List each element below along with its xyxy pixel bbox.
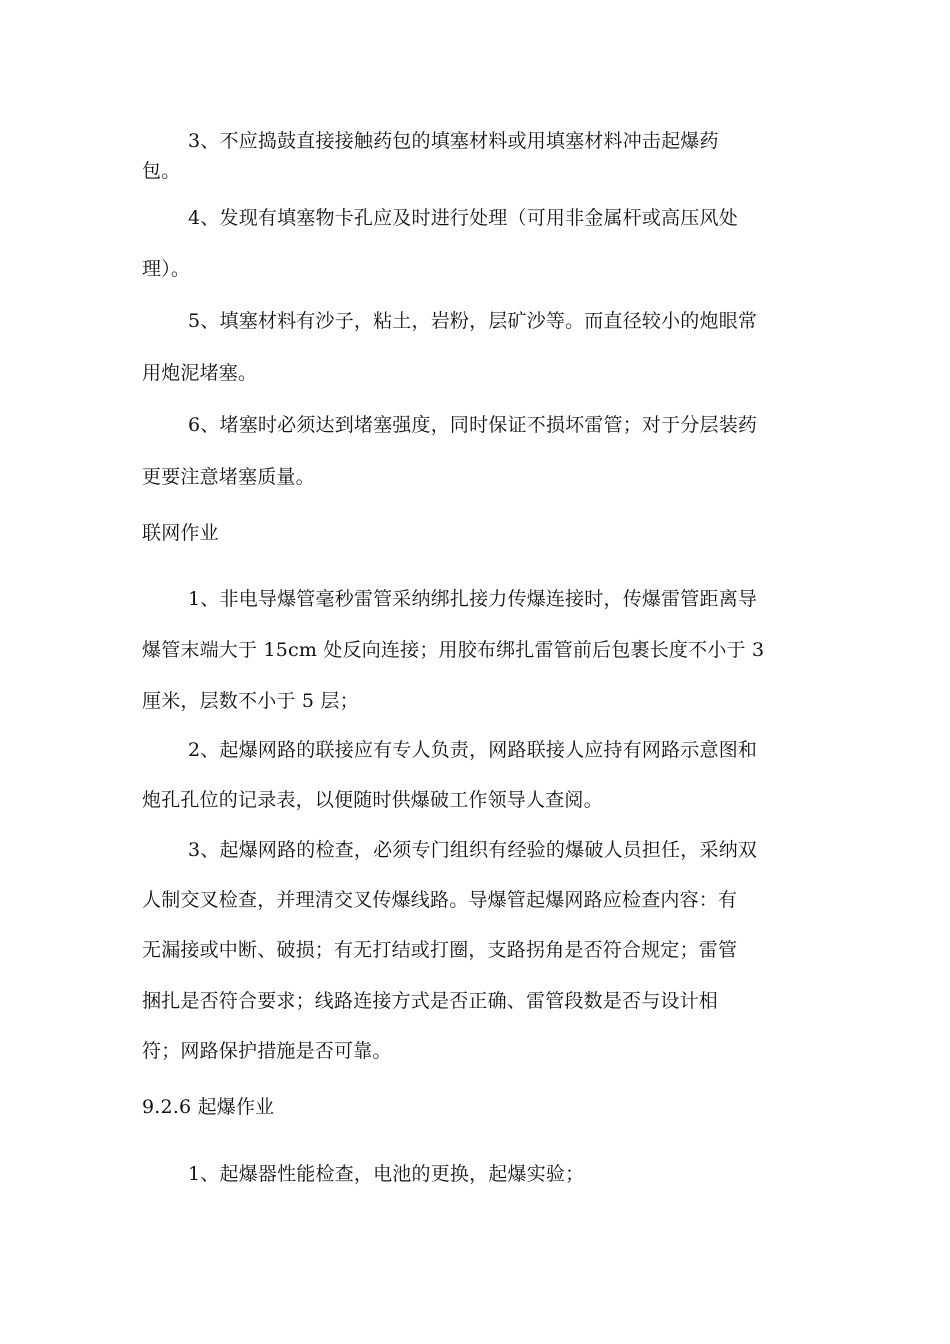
paragraph-line: 符；网路保护措施是否可靠。 — [142, 1040, 392, 1062]
paragraph-line: 炮孔孔位的记录表，以便随时供爆破工作领导人查阅。 — [142, 789, 603, 811]
paragraph-line: 1、起爆器性能检查，电池的更换，起爆实验； — [188, 1163, 585, 1185]
paragraph-line: 包。 — [142, 160, 181, 182]
paragraph-line: 5、填塞材料有沙子，粘土，岩粉，层矿沙等。而直径较小的炮眼常 — [188, 310, 758, 332]
paragraph-line: 3、起爆网路的检查，必须专门组织有经验的爆破人员担任，采纳双 — [188, 839, 758, 861]
paragraph-line: 2、起爆网路的联接应有专人负责，网路联接人应持有网路示意图和 — [188, 739, 758, 761]
paragraph-line: 爆管末端大于 15cm 处反向连接；用胶布绑扎雷管前后包裹长度不小于 3 — [142, 639, 765, 661]
section-heading: 9.2.6 起爆作业 — [142, 1096, 275, 1118]
paragraph-line: 6、堵塞时必须达到堵塞强度，同时保证不损坏雷管；对于分层装药 — [188, 414, 758, 436]
paragraph-line: 4、发现有填塞物卡孔应及时进行处理（可用非金属杆或高压风处 — [188, 207, 738, 229]
paragraph-line: 更要注意堵塞质量。 — [142, 466, 315, 488]
paragraph-line: 1、非电导爆管毫秒雷管采纳绑扎接力传爆连接时，传爆雷管距离导 — [188, 588, 758, 610]
paragraph-line: 3、不应捣鼓直接接触药包的填塞材料或用填塞材料冲击起爆药 — [188, 130, 719, 152]
section-heading: 联网作业 — [142, 522, 219, 544]
paragraph-line: 人制交叉检查，并理清交叉传爆线路。导爆管起爆网路应检查内容：有 — [142, 889, 738, 911]
paragraph-line: 厘米，层数不小于 5 层； — [142, 690, 359, 712]
paragraph-line: 用炮泥堵塞。 — [142, 362, 258, 384]
paragraph-line: 无漏接或中断、破损；有无打结或打圈，支路拐角是否符合规定；雷管 — [142, 939, 738, 961]
paragraph-line: 理）。 — [142, 258, 191, 280]
paragraph-line: 捆扎是否符合要求；线路连接方式是否正确、雷管段数是否与设计相 — [142, 990, 719, 1012]
